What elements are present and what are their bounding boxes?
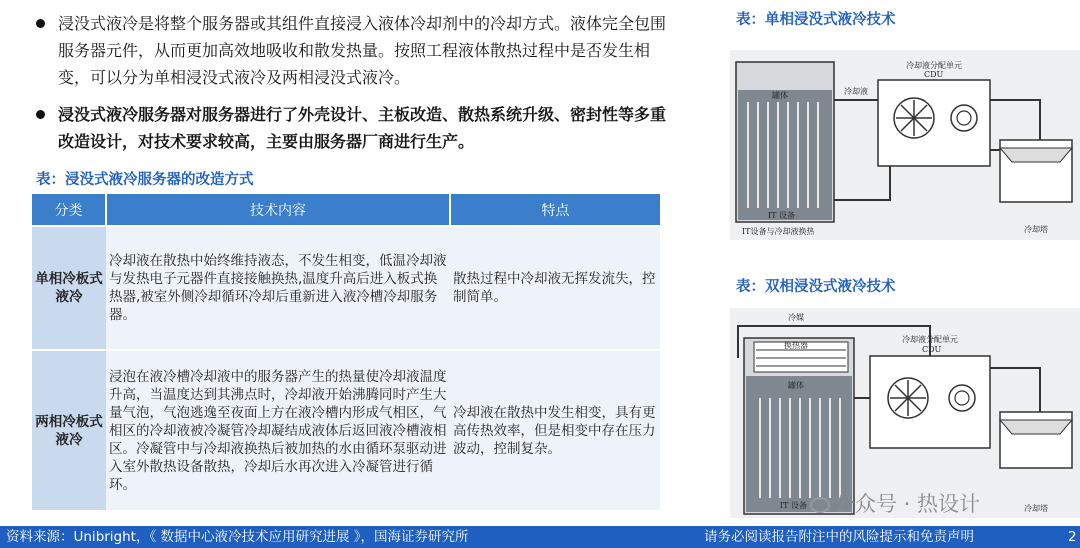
footer-bar [0,526,1080,548]
diagram1-caption: 表：单相浸没式液冷技术 [736,12,896,28]
wechat-icon [810,497,830,513]
label-cdu: 冷却液分配单元 [902,335,958,344]
label-tower: 冷却塔 [1024,225,1048,234]
table-row [32,350,660,510]
label-cdu-abbr: CDU [922,345,942,354]
label-bottom-left: IT设备与冷却液换热 [742,227,815,236]
bullet-text: 浸没式液冷服务器对服务器进行了外壳设计、主板改造、散热系统升级、密封性等多重改造设计，对技术要求较高，主要由服务器厂商进行生产。 [58,105,667,151]
watermark [810,488,980,518]
bullet-text: 浸没式液冷是将整个服务器或其组件直接浸入液体冷却剂中的冷却方式。液体完全包围服务器元件，从而更加高效地吸收和散发热量。按照工程液体散热过程中是否发生相变，可以分为单相浸没式液冷及两相浸没式液冷。 [58,14,667,87]
two-phase-diagram [730,308,1080,518]
table-caption: 表：浸没式液冷服务器的改造方式 [36,172,254,188]
row-category: 单相冷板式液冷 [32,226,106,350]
modification-table [32,194,660,510]
label-tank: 罐体 [772,91,788,100]
row-content: 冷却液在散热中始终维持液态，不发生相变，低温冷却液与发热电子元器件直接接触换热,温度升高后进入板式换热器,被室外侧冷却循环冷却后重新进入液冷槽冷却服务器。 [106,226,450,350]
pump-icon [951,105,977,131]
row-content: 浸泡在液冷槽冷却液中的服务器产生的热量使冷却液温度升高，当温度达到其沸点时，冷却液开始沸腾同时产生大量气泡，气泡逃逸至夜面上方在液冷槽内形成气相区，气相区的冷却液被冷凝管冷却凝结成液体后返回液冷槽液相区。冷凝管中与冷却液换热后被加热的水由循环泵驱动进入室外散热设备散热，冷却后水再次进入冷凝管进行循环。 [106,350,450,510]
label-coolant: 冷却液 [844,87,868,96]
footer-disclaimer: 请务必阅读报告附注中的风险提示和免责声明 [704,529,974,545]
table-header-row [32,194,660,226]
label-refrigerant: 冷媒 [788,313,804,322]
bullet-item [34,101,674,155]
bullet-item [34,10,674,91]
row-feature: 冷却液在散热中发生相变，具有更高传热效率，但是相变中存在压力波动，控制复杂。 [450,350,660,510]
header-category: 分类 [32,194,106,226]
watermark-text: 公众号 · 热设计 [834,492,981,516]
page-number: 2 [1068,529,1077,545]
label-tank: 罐体 [788,381,804,390]
label-cdu-abbr: CDU [924,70,944,79]
single-phase-diagram [730,50,1080,240]
row-category: 两相冷板式液冷 [32,350,106,510]
header-feature: 特点 [450,194,660,226]
row-feature: 散热过程中冷却液无挥发流失，控制简单。 [450,226,660,350]
label-cdu: 冷却液分配单元 [906,61,962,70]
diagram2-caption: 表：双相浸没式液冷技术 [736,279,896,295]
label-it: IT 设备 [768,211,796,220]
bullet-dot-icon [36,110,45,119]
label-exchanger: 换热器 [784,341,808,350]
table-row [32,226,660,350]
bullet-dot-icon [36,19,45,28]
bullet-list [34,10,674,165]
pump-icon [949,385,975,411]
footer-source: 资料来源：Unibright，《 数据中心液冷技术应用研究进展 》，国海证券研究所 [6,529,469,545]
header-content: 技术内容 [106,194,450,226]
label-it: IT 设备 [780,501,808,510]
label-tower: 冷却塔 [1024,504,1048,513]
